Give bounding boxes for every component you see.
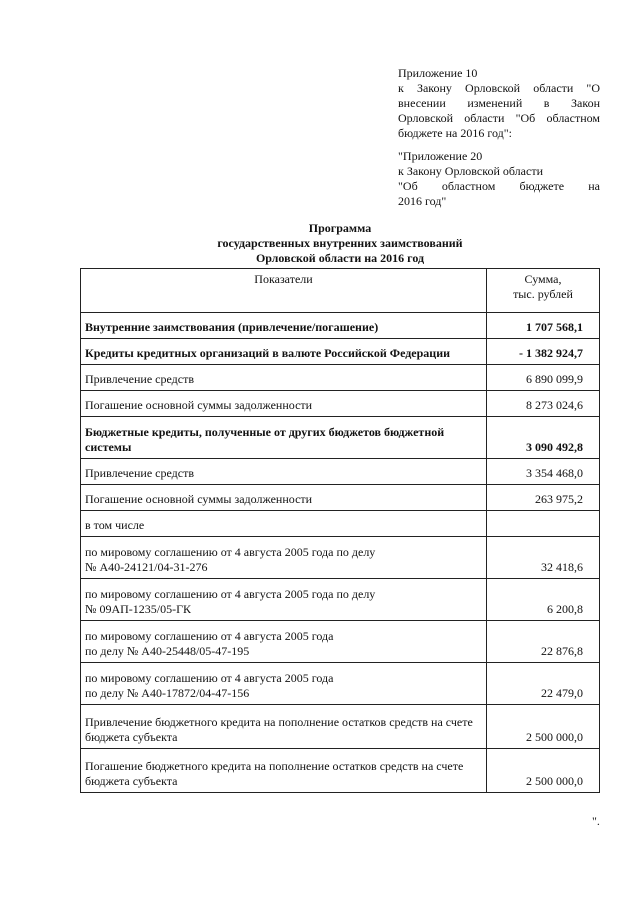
row-value: 2 500 000,0 — [487, 705, 600, 749]
row-label: Бюджетные кредиты, полученные от других бюджетов бюджетной системы — [81, 417, 487, 459]
row-value: 1 707 568,1 — [487, 313, 600, 339]
row-label — [81, 579, 487, 621]
table-row — [81, 511, 600, 537]
row-value: 2 500 000,0 — [487, 749, 600, 793]
header-amount-line1: Сумма, — [524, 272, 562, 286]
row-value: 6 200,8 — [487, 579, 600, 621]
appendix-line: Приложение 10 — [398, 66, 478, 80]
row-value: 22 479,0 — [487, 663, 600, 705]
row-value — [487, 511, 600, 537]
row-value: 263 975,2 — [487, 485, 600, 511]
row-value: 3 354 468,0 — [487, 459, 600, 485]
row-label-line: № А40-24121/04-31-276 — [85, 560, 208, 574]
title-line: Орловской области на 2016 год — [255, 251, 425, 265]
table-row — [81, 621, 600, 663]
appendix-line: внесении изменений в Закон — [398, 96, 600, 110]
row-label: Привлечение бюджетного кредита на пополнение остатков средств на счете бюджета субъекта — [81, 705, 487, 749]
row-label-line: № 09АП-1235/05-ГК — [85, 602, 192, 616]
row-label-line: по мировому соглашению от 4 августа 2005 года — [85, 671, 334, 685]
header-amount — [487, 269, 600, 313]
row-label: Привлечение средств — [81, 459, 487, 485]
row-label-line: по делу № А40-25448/05-47-195 — [85, 644, 250, 658]
row-label-line: по делу № А40-17872/04-47-156 — [85, 686, 250, 700]
appendix-line: "Об областном бюджете на — [398, 179, 600, 193]
table-row — [81, 417, 600, 459]
row-value: - 1 382 924,7 — [487, 339, 600, 365]
borrowing-program-table — [80, 268, 600, 793]
closing-quote-mark: ". — [592, 814, 600, 828]
appendix-line: к Закону Орловской области — [398, 164, 543, 178]
row-value: 32 418,6 — [487, 537, 600, 579]
row-label: Погашение основной суммы задолженности — [81, 391, 487, 417]
table-row — [81, 749, 600, 793]
appendix-block — [398, 66, 600, 209]
table-row — [81, 485, 600, 511]
row-label — [81, 621, 487, 663]
row-value: 22 876,8 — [487, 621, 600, 663]
appendix-line: к Закону Орловской области "О — [398, 81, 600, 95]
table-row — [81, 705, 600, 749]
row-label-line: по мировому соглашению от 4 августа 2005 года — [85, 629, 334, 643]
table-row — [81, 579, 600, 621]
appendix-line: Орловской области "Об областном — [398, 111, 600, 125]
row-value: 6 890 099,9 — [487, 365, 600, 391]
row-label: Погашение бюджетного кредита на пополнение остатков средств на счете бюджета субъекта — [81, 749, 487, 793]
appendix-line: 2016 год" — [398, 194, 447, 208]
row-value: 3 090 492,8 — [487, 417, 600, 459]
table-header-row — [81, 269, 600, 313]
table-row — [81, 339, 600, 365]
row-label: Кредиты кредитных организаций в валюте Российской Федерации — [81, 339, 487, 365]
row-label: Привлечение средств — [81, 365, 487, 391]
table-row — [81, 537, 600, 579]
row-label: в том числе — [81, 511, 487, 537]
table-row — [81, 459, 600, 485]
table-row — [81, 391, 600, 417]
row-label: Погашение основной суммы задолженности — [81, 485, 487, 511]
row-label: Внутренние заимствования (привлечение/погашение) — [81, 313, 487, 339]
table-row — [81, 663, 600, 705]
title-line: государственных внутренних заимствований — [217, 236, 463, 250]
table-row — [81, 313, 600, 339]
row-value: 8 273 024,6 — [487, 391, 600, 417]
row-label-line: по мировому соглашению от 4 августа 2005 года по делу — [85, 545, 376, 559]
title-line: Программа — [308, 221, 372, 235]
appendix-line: бюджете на 2016 год": — [398, 126, 512, 140]
row-label-line: по мировому соглашению от 4 августа 2005 года по делу — [85, 587, 376, 601]
appendix-line: "Приложение 20 — [398, 149, 483, 163]
header-indicators: Показатели — [81, 269, 487, 313]
row-label — [81, 663, 487, 705]
header-amount-line2: тыс. рублей — [513, 287, 573, 301]
row-label — [81, 537, 487, 579]
page-title — [80, 221, 600, 266]
table-row — [81, 365, 600, 391]
